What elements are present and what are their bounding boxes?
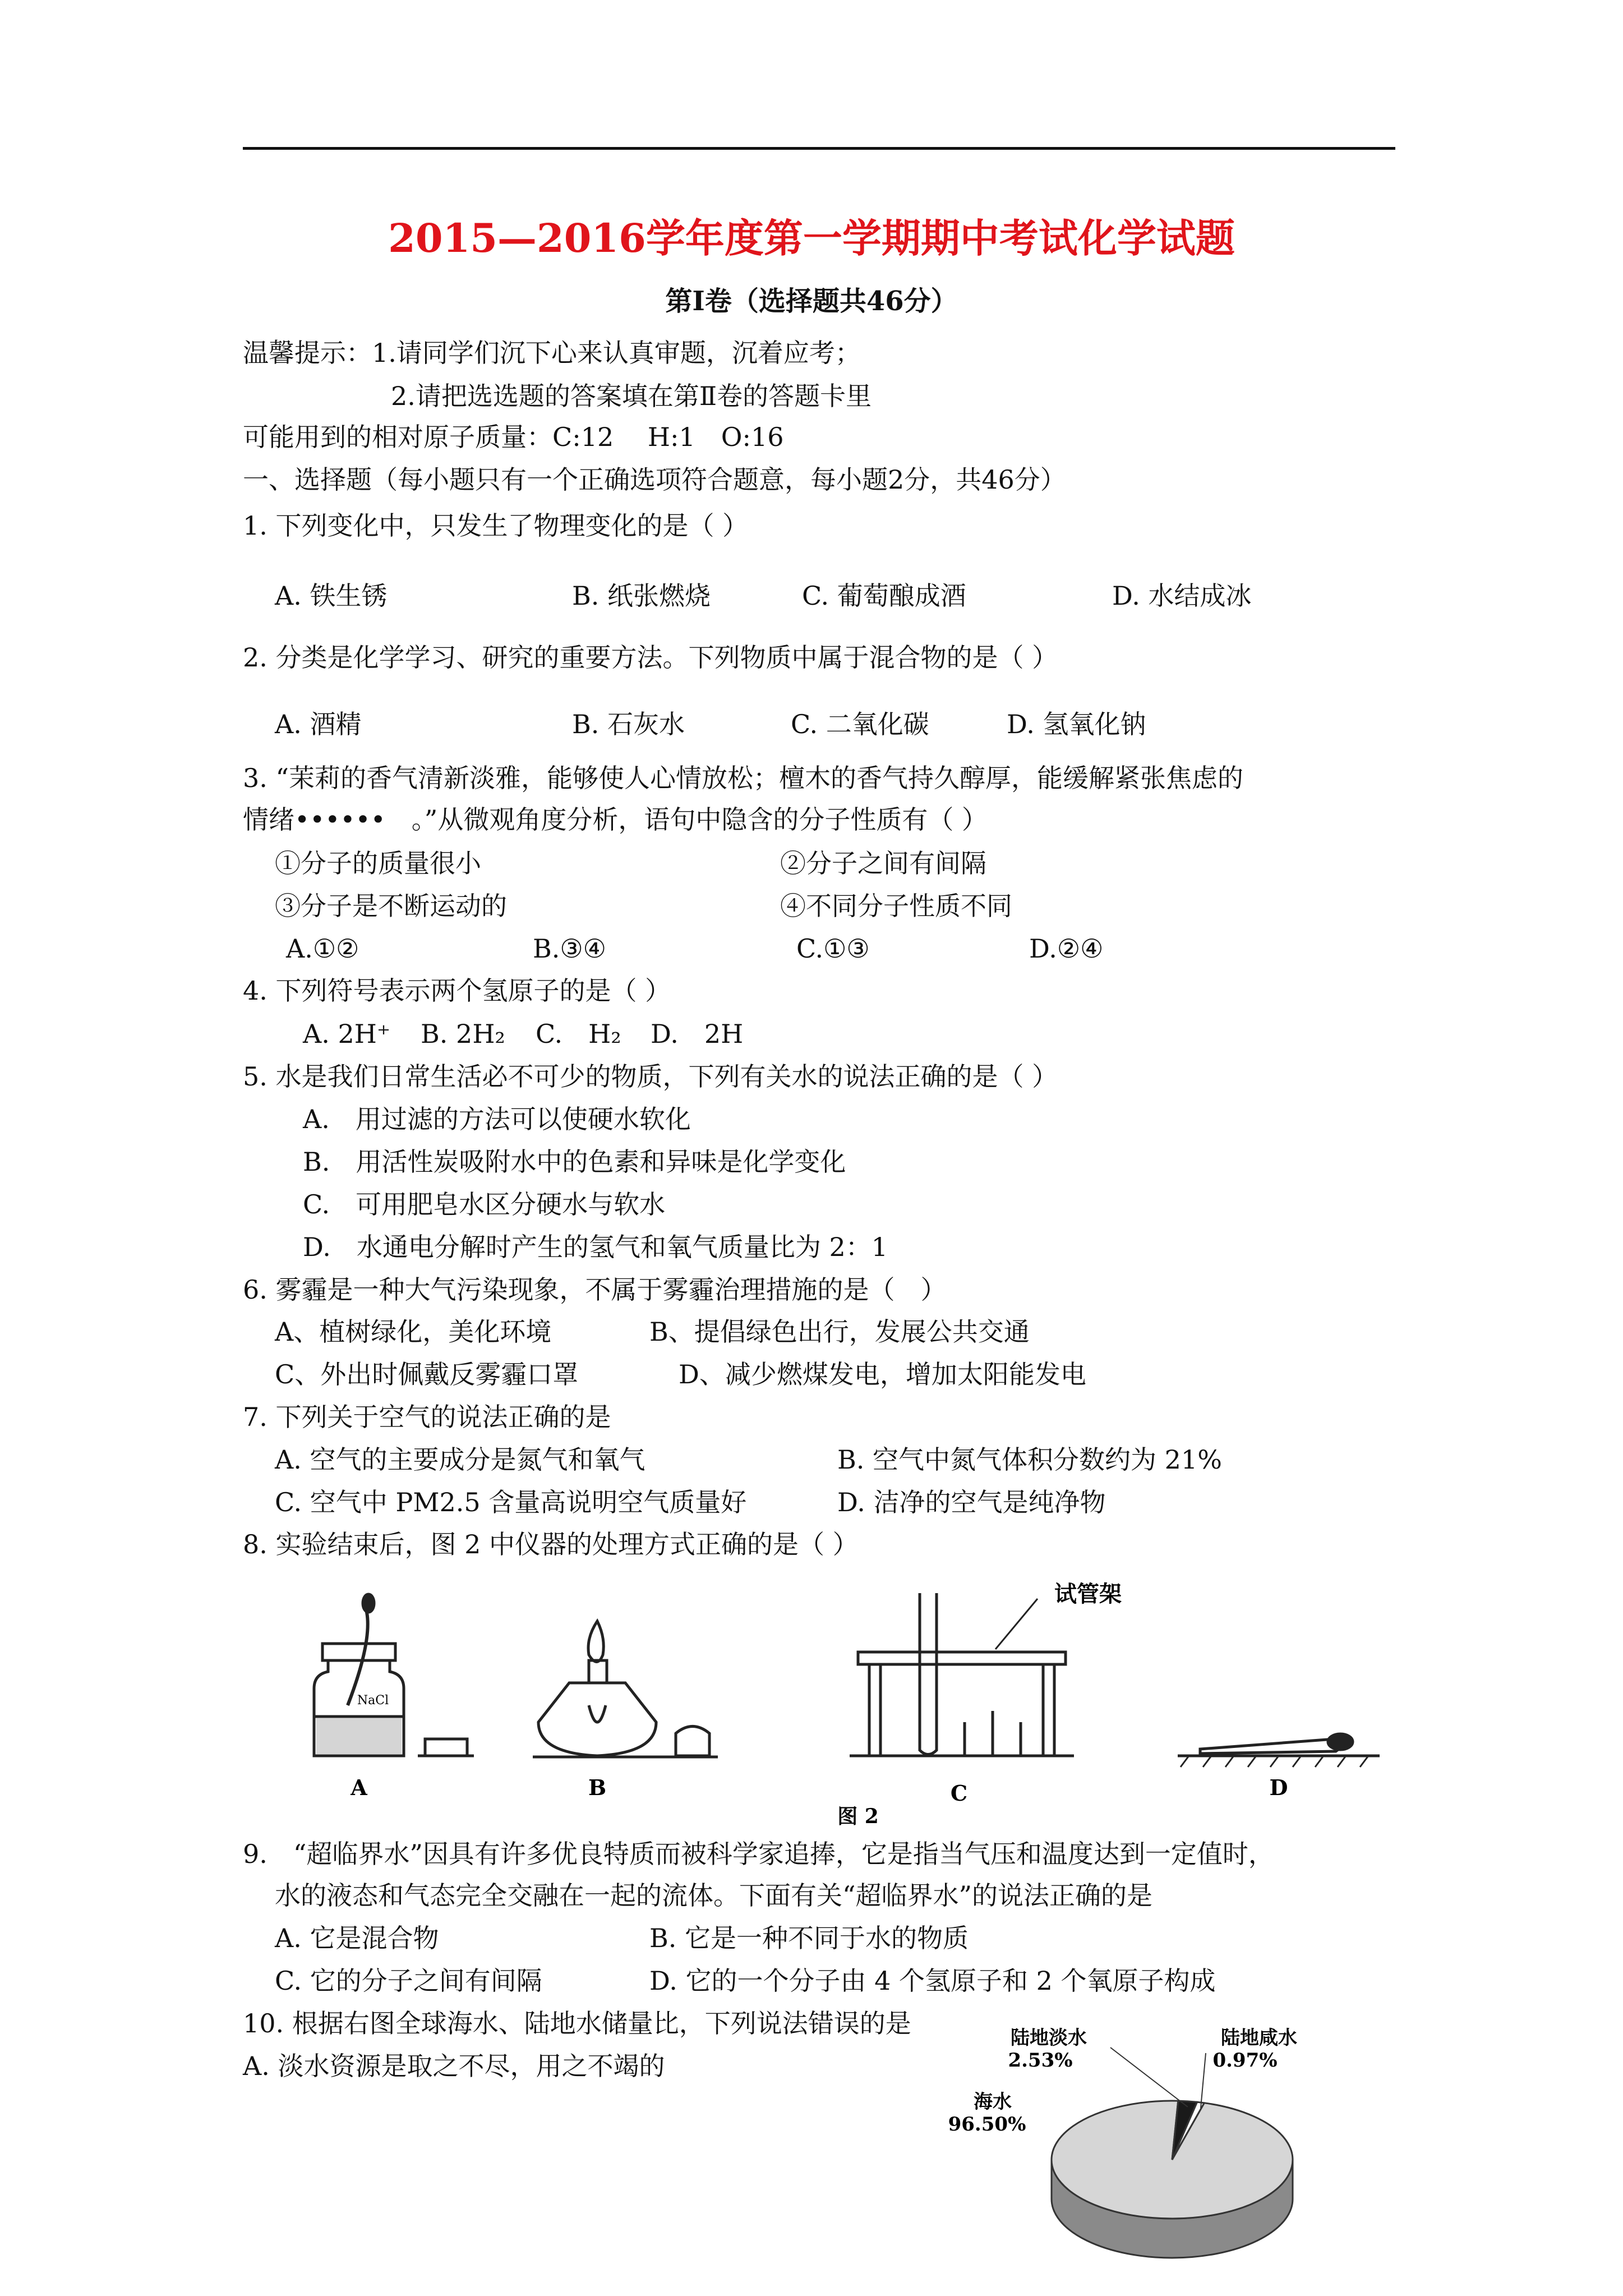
apparatus-c-test-tube-rack bbox=[850, 1593, 1074, 1756]
q6-option-b: B、提倡绿色出行，发展公共交通 bbox=[649, 1317, 1030, 1347]
q7-option-b: B. 空气中氮气体积分数约为 21% bbox=[837, 1444, 1222, 1475]
question-1-stem: 1. 下列变化中，只发生了物理变化的是（ ） bbox=[243, 510, 749, 541]
figure-label-d: D bbox=[1269, 1775, 1288, 1800]
q1-option-d: D. 水结成冰 bbox=[1112, 581, 1252, 611]
question-6-stem: 6. 雾霾是一种大气污染现象，不属于雾霾治理措施的是（ ） bbox=[243, 1274, 947, 1305]
q5-option-a: A. 用过滤的方法可以使硬水软化 bbox=[303, 1104, 691, 1134]
section-heading: 一、选择题（每小题只有一个正确选项符合题意，每小题2分，共46分） bbox=[243, 464, 1066, 495]
q5-option-d: D. 水通电分解时产生的氢气和氧气质量比为 2：1 bbox=[303, 1232, 888, 1262]
q5-option-b: B. 用活性炭吸附水中的色素和异味是化学变化 bbox=[303, 1147, 846, 1177]
apparatus-d-test-tube bbox=[1178, 1734, 1380, 1767]
q7-option-a: A. 空气的主要成分是氮气和氧气 bbox=[275, 1444, 645, 1475]
leader-line-salt bbox=[1201, 2053, 1206, 2108]
label-sea-water: 海水 bbox=[974, 2091, 1012, 2113]
q4-option-a: A. 2H⁺ bbox=[303, 1019, 391, 1049]
q2-option-a: A. 酒精 bbox=[275, 709, 362, 739]
label-land-salt-water: 陆地咸水 bbox=[1221, 2027, 1297, 2049]
apparatus-a-powder bbox=[316, 1718, 402, 1755]
question-8-stem: 8. 实验结束后，图 2 中仪器的处理方式正确的是（ ） bbox=[243, 1529, 859, 1559]
q9-option-d: D. 它的一个分子由 4 个氢原子和 2 个氧原子构成 bbox=[649, 1966, 1216, 1996]
figure-label-b: B bbox=[588, 1775, 607, 1800]
q10-option-a: A. 淡水资源是取之不尽，用之不竭的 bbox=[243, 2051, 665, 2081]
q4-option-c: C. H₂ bbox=[536, 1019, 621, 1049]
question-2-stem: 2. 分类是化学学习、研究的重要方法。下列物质中属于混合物的是（ ） bbox=[243, 642, 1058, 673]
q4-option-d: D. 2H bbox=[651, 1019, 744, 1049]
question-9-stem-cont: 水的液态和气态完全交融在一起的流体。下面有关“超临界水”的说法正确的是 bbox=[275, 1880, 1153, 1911]
q1-option-b: B. 纸张燃烧 bbox=[572, 581, 711, 611]
q3-item-4: ④不同分子性质不同 bbox=[780, 891, 1012, 921]
question-9-stem: 9. “超临界水”因具有许多优良特质而被科学家追捧，它是指当气压和温度达到一定值时， bbox=[243, 1839, 1274, 1869]
atomic-masses: 可能用到的相对原子质量：C:12 H:1 O:16 bbox=[243, 422, 784, 452]
q3-item-1: ①分子的质量很小 bbox=[275, 848, 481, 878]
value-land-salt-water: 0.97% bbox=[1212, 2049, 1278, 2072]
q7-option-c: C. 空气中 PM2.5 含量高说明空气质量好 bbox=[275, 1487, 747, 1517]
q3-option-b: B.③④ bbox=[533, 933, 606, 964]
question-4-stem: 4. 下列符号表示两个氢原子的是（ ） bbox=[243, 976, 671, 1006]
q9-option-c: C. 它的分子之间有间隔 bbox=[275, 1966, 542, 1996]
figure-caption: 图 2 bbox=[837, 1805, 879, 1828]
q4-option-b: B. 2H₂ bbox=[421, 1019, 505, 1049]
q3-option-c: C.①③ bbox=[796, 933, 870, 964]
figure-label-a: A bbox=[351, 1775, 367, 1800]
value-land-fresh-water: 2.53% bbox=[1008, 2049, 1073, 2072]
q3-item-3: ③分子是不断运动的 bbox=[275, 891, 507, 921]
question-3-stem: 3. “茉莉的香气清新淡雅，能够使人心情放松；檀木的香气持久醇厚，能缓解紧张焦虑的 bbox=[243, 763, 1244, 793]
q9-option-a: A. 它是混合物 bbox=[275, 1923, 439, 1953]
tips-line-2: 2.请把选选题的答案填在第Ⅱ卷的答题卡里 bbox=[391, 381, 872, 411]
value-sea-water: 96.50% bbox=[948, 2113, 1026, 2136]
q3-option-d: D.②④ bbox=[1029, 933, 1104, 964]
apparatus-b-alcohol-lamp bbox=[533, 1621, 718, 1757]
q5-option-c: C. 可用肥皂水区分硬水与软水 bbox=[303, 1189, 666, 1220]
q6-option-c: C、外出时佩戴反雾霾口罩 bbox=[275, 1359, 579, 1389]
top-rule bbox=[243, 147, 1395, 150]
figure-label-c: C bbox=[950, 1780, 968, 1806]
q3-option-a: A.①② bbox=[286, 933, 359, 964]
water-distribution-pie-chart bbox=[942, 2019, 1436, 2289]
label-land-fresh-water: 陆地淡水 bbox=[1011, 2027, 1087, 2049]
q1-option-a: A. 铁生锈 bbox=[275, 581, 388, 611]
q1-option-c: C. 葡萄酿成酒 bbox=[802, 581, 966, 611]
q6-option-a: A、植树绿化，美化环境 bbox=[275, 1317, 552, 1347]
q3-item-2: ②分子之间有间隔 bbox=[780, 848, 986, 878]
q9-option-b: B. 它是一种不同于水的物质 bbox=[649, 1923, 969, 1953]
bottle-label: NaCl bbox=[357, 1694, 389, 1708]
section-subtitle: 第Ⅰ卷（选择题共46分） bbox=[665, 286, 958, 317]
figure-2 bbox=[292, 1571, 1391, 1829]
q2-option-b: B. 石灰水 bbox=[572, 709, 685, 739]
question-5-stem: 5. 水是我们日常生活必不可少的物质，下列有关水的说法正确的是（ ） bbox=[243, 1061, 1058, 1092]
question-7-stem: 7. 下列关于空气的说法正确的是 bbox=[243, 1402, 611, 1432]
leader-line-fresh bbox=[1110, 2047, 1188, 2107]
question-10-stem: 10. 根据右图全球海水、陆地水储量比，下列说法错误的是 bbox=[243, 2008, 911, 2039]
q6-option-d: D、减少燃煤发电，增加太阳能发电 bbox=[679, 1359, 1086, 1389]
q2-option-d: D. 氢氧化钠 bbox=[1007, 709, 1146, 739]
q7-option-d: D. 洁净的空气是纯净物 bbox=[837, 1487, 1106, 1517]
tips-line-1: 温馨提示：1.请同学们沉下心来认真审题，沉着应考； bbox=[243, 338, 861, 368]
q2-option-c: C. 二氧化碳 bbox=[791, 709, 929, 739]
question-3-stem-cont: 情绪•••••• 。”从微观角度分析，语句中隐含的分子性质有（ ） bbox=[243, 804, 988, 835]
exam-title: 2015—2016学年度第一学期期中考试化学试题 bbox=[388, 215, 1235, 261]
rack-label: 试管架 bbox=[1054, 1581, 1122, 1607]
